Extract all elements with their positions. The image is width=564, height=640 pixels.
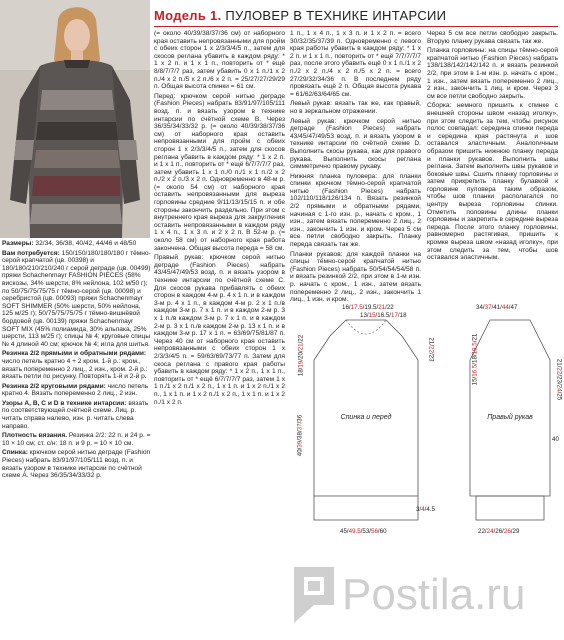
front-right-dimension: 21/22/23 xyxy=(427,337,435,362)
sizes-label: Размеры: xyxy=(2,240,34,247)
gauge-text: Резинка 2/2: 22 п. и 24 р. = 10 × 10 см; ст. с/н: 18 п. и 9 р. = 10 × 10 см. xyxy=(2,432,151,447)
sleeve-top-b-dimension: 15/16.5/18/19.5/21 xyxy=(471,333,479,386)
gauge-label: Плотность вязания. xyxy=(2,432,68,440)
sizes-paragraph xyxy=(2,240,152,248)
pattern-diagrams xyxy=(290,296,562,540)
dim-value: 16.5 xyxy=(377,312,390,319)
intarsia-label: Узоры A, B, C и D в технике интарсии: xyxy=(2,399,127,407)
dim-value: 26 xyxy=(503,528,511,535)
col2-paragraph: Левый рукав: вязать так же, как правый, но в зеркальном отражении. xyxy=(290,100,421,115)
rib-text: число петель кратно 4 + 2 кром. 1-й р.: кром., вязать попеременно 2 лиц., 2 изн., кром. 2-й р.: вязать петли по рисунку. Повторять 1-й и 2-й р. xyxy=(2,357,148,381)
col3-paragraph: Через 5 см все петли свободно закрыть. Вторую планку рукава связать так же. xyxy=(427,30,558,45)
front-outline xyxy=(314,320,418,496)
rib-round-label: Резинка 2/2 круговыми рядами: xyxy=(2,382,106,390)
materials-label: Вам потребуется: xyxy=(2,249,60,257)
dim-value: 60 xyxy=(379,528,387,535)
postila-logo-icon xyxy=(290,565,562,627)
dim-value: 40 xyxy=(296,449,304,457)
dim-value: 18 xyxy=(471,356,479,363)
dim-value: 38 xyxy=(296,432,304,439)
col1-paragraph: Правый рукав: крючком серой нитью деграде (Fashion Pieces) набрать 43/45/47/49/53 возд. п. и вязать узором в технике интарсии по счётной схеме С. Для скосов рукава прибавлять с обеих сторон в каждом 4-м р. 4 x 1 п. и в каждом 3-м р. 4 x 1 п., в каждом 4-м р. 2 x 1 п./в каждом 3-м р. 7 x 1 п. и в каждом 2-м р. 3 x 1 п./в каждом 3-м р. 7 x 1 п. и в каждом 2-м р. 3 x 1 п./в каждом 2-м р. 13 x 1 п. и в каждом 3-м р. 17 x 1 п. = 63/69/75/81/87 п. Через 40 см от наборного края оставить непровязанными с обеих сторон 1 x 2/3/3/4/5 п. = 59/63/69/73/77 п. Затем для скоса реглана с правого края работы убавить в каждом ряду: * 1 x 2 п., 1 x 1 п., повторить от * ещё 6/7/7/7/7 раз, затем 1 x 1 п./1 x 2 п./1 x 2 п., 1 x 1 п. и 1 x 2 п./1 x 2 п., 1 x 1 п. и 1 x 2 п./1 x 2 п., 1 x 1 п. и 1 x 2 п./1 x 2 п. xyxy=(154,254,285,406)
dim-value: 16 xyxy=(342,304,349,311)
dim-value: 44 xyxy=(501,304,509,311)
dim-value: 22 xyxy=(297,334,305,342)
materials-paragraph xyxy=(2,250,152,349)
front-label: Спинка и перед xyxy=(340,414,392,421)
col2-paragraph: Планки рукавов: для каждой планки на спицы тёмно-серой крапчатой нитью (Fashion Pieces) набрать 50/54/54/54/58 п. и вязать резинкой 2/2, при этом в 1-м изн. р. начать с кром., 1 изн., затем вязать попеременно 2 лиц., 2 изн., закончить 1 лиц., 1 изн. и кром. xyxy=(290,250,421,304)
dim-value: 26 xyxy=(495,528,503,535)
sleeve-bottom-dimension: 22/24/26/26/29 xyxy=(478,528,520,535)
model-title: ПУЛОВЕР В ТЕХНИКЕ ИНТАРСИИ xyxy=(225,8,447,23)
left-column-text xyxy=(2,240,152,482)
dim-value: 21 xyxy=(378,304,386,311)
dim-value: 21 xyxy=(427,337,435,345)
sleeve-outline xyxy=(470,320,550,496)
back-paragraph xyxy=(2,449,152,479)
dim-value: 13 xyxy=(360,312,367,319)
rib-paragraph xyxy=(2,350,152,380)
front-top-side-dimension: 13/15/16.5/17/18 xyxy=(360,312,407,319)
dim-value: 53 xyxy=(362,528,370,535)
text-column-3 xyxy=(427,30,558,292)
dim-value: 29 xyxy=(512,528,520,535)
postila-watermark xyxy=(290,565,562,627)
col3-paragraph: Планка горловины: на спицы тёмно-серой крапчатой нитью (Fashion Pieces) набрать 138/138/142/142/142 п. и вязать резинкой 2/2, при этом в 1-м изн. р. начать с кром., 1 изн., затем вязать попеременно 2 лиц., 2 изн., закончить 1 лиц. и кром. Через 3 см все петли свободно закрыть. xyxy=(427,47,558,100)
sleeve-height-dimension: 40 xyxy=(552,436,559,443)
dim-value: 19.5 xyxy=(471,342,479,355)
front-left-height-dimension: 40/39/38/37/36 xyxy=(296,414,304,457)
dim-value: 17 xyxy=(391,312,398,319)
dim-value: 22 xyxy=(386,304,394,311)
dim-value: 24 xyxy=(486,528,494,535)
front-bottom-dimension: 45/49.5/53/56/60 xyxy=(340,528,387,535)
model-number: Модель 1. xyxy=(154,8,222,23)
col3-paragraph: Сборка: немного пришить к спинке с внешней стороны швом «назад иголку», при этом следить за тем, чтобы рисунок полос совпадал: середина спинки переда и середина края растянута и шов оставался эластичным. Аналогичным образом пришить нижнюю планку переда и планки рукавов. Выполнить швы реглана. Затем выполнить швы рукавов и боковые швы. Сшить планку горловины и затем прикрепить планку булавкой к горловине пуловера таким образом, чтобы шов планки располагался по центру выреза горловины спинки. Отметить половины длины планки горловины и закрепить в середине выреза переда. После этого планку горловины, равномерно растягивая, пришить к кромке выреза швом «назад иголку», при этом следить за тем, чтобы шов оставался эластичным. xyxy=(427,102,558,262)
sweater-photo-illustration xyxy=(0,0,150,238)
rib-round-paragraph xyxy=(2,383,152,398)
dim-value: 17.5 xyxy=(350,304,363,311)
neckline-curve xyxy=(346,320,386,334)
text-column-1 xyxy=(154,30,285,408)
dim-value: 49.5 xyxy=(348,528,361,535)
dim-value: 23 xyxy=(555,376,563,383)
watermark-text: Postila.ru xyxy=(342,570,526,619)
text-column-2 xyxy=(290,30,421,304)
page-title xyxy=(154,8,446,23)
dim-value: 56 xyxy=(371,528,378,535)
rib-round-text: число петель кратно 4. Вязать попеременно 2 лиц., 2 изн. xyxy=(2,382,149,398)
dim-value: 37 xyxy=(484,304,492,311)
dim-value: 34 xyxy=(476,304,483,311)
back-text: крючком серой нитью деграде (Fashion Pieces) набрать 83/91/97/105/111 возд. п. и вязать узором в технике интарсии по счётной схеме А. Через 36/35/34/33/32 р. xyxy=(2,449,151,480)
col2-paragraph: Левый рукав: крючком серой нитью деграде (Fashion Pieces) набрать 43/45/47/49/53 возд. п. и вязать узором в технике интарсии по счётной схеме D. Выполнить скосы рукава, как для правого рукава. Выполнить скосы реглана симметрично правому рукаву. xyxy=(290,117,421,171)
dim-value: 21 xyxy=(297,343,305,351)
col2-paragraph: Нижняя планка пуловера: для планки спинки крючком тёмно-серой крапчатой нитью (Fashion Pieces) набрать 102/110/118/126/134 п. Вязать резинкой 2/2 прямыми и обратными рядами, начиная с 1-го изн. р., начать с кром., 1 изн., затем вязать попеременно 2 лиц., 2 изн., закончить 1 изн. и кром. Через 5 см все петли свободно закрыть. Планку переда связать так же. xyxy=(290,172,421,249)
dim-value: 41 xyxy=(493,304,501,311)
dim-value: 3 xyxy=(416,506,420,513)
dim-value: 21 xyxy=(471,333,479,341)
dim-value: 39 xyxy=(296,440,304,448)
dim-value: 45 xyxy=(340,528,347,535)
dim-value: 37 xyxy=(296,423,304,431)
sleeve-rib-outline xyxy=(476,496,544,520)
sleeve-label: Правый рукав xyxy=(487,414,533,421)
rib-label: Резинка 2/2 прямыми и обратными рядами: xyxy=(2,350,147,358)
dim-value: 18 xyxy=(399,312,407,319)
dim-value: 20 xyxy=(297,352,305,359)
front-top-dimension: 16/17.5/19.5/21/22 xyxy=(342,304,394,311)
col1-paragraph: (= около 40/39/38/37/36 см) от наборного края оставить непровязанными для пройм с обеих сторон 1 x 2/3/3/4/5 п., затем для скосов реглана убавить в каждом ряду: * 1 x 2 п. и 1 x 1 п., повторить от * ещё 8/8/7/7/7 раз, затем убавить 0 x 1 п./1 x 2 п./4 x 2 п./5 x 2 п./6 x 2 п. = 25/27/27/29/29 п. Общая высота спинки = 61 см. xyxy=(154,30,285,91)
dim-value: 47 xyxy=(510,304,518,311)
sleeve-top-dimension: 34/37/41/44/47 xyxy=(476,304,518,311)
dim-value: 15 xyxy=(471,378,479,386)
dim-value: 18 xyxy=(297,369,305,377)
materials-text: 150/150/180/180/180 г тёмно-серой крапчатой (цв. 00398) и 180/180/210/210/240 г серой деграде (цв. 00499) пряжи Schachenmayr FASHION PIECES (58% вискозы, 34% шерсти, 8% нейлона, 102 м/50 г); по 50/75/75/75/75 г тёмно-серой (цв. 00098) и серебристой (цв. 00093) пряжи Schachenmayr SOFT SHIMMER (50% шерсти, 50% нейлона, 125 м/25 г); 50/75/75/75/75 г тёмно-вишнёвой бордовой (цв. 00139) пряжи Schachenmayr SOFT MIX (45% полиамида, 30% альпака, 25% шерсти, 113 м/25 г); спицы № 4; круговые спицы № 4 длиной 40 см; крючок № 4; игла для шитья. xyxy=(2,249,151,348)
gauge-paragraph xyxy=(2,432,152,447)
dim-value: 25 xyxy=(555,393,563,401)
dim-value: 24 xyxy=(555,384,563,392)
dim-value: 36 xyxy=(296,414,304,422)
intarsia-paragraph xyxy=(2,400,152,430)
dim-value: 22 xyxy=(478,528,485,535)
col1-paragraph: Перед: крючком серой нитью деграде (Fashion Pieces) набрать 83/91/97/105/111 возд. п. и вязать узором в технике интарсии по счётной схеме В. Через 36/35/34/33/32 р. (= около 40/39/38/37/36 см) от наборного края оставить непровязанными для пройм с обеих сторон 1 x 2/3/3/4/5 п., затем для скосов реглана убавить в каждом ряду: * 1 x 2 п. и 1 x 1 п., повторить от * ещё 6/7/7/7/7 раз, затем убавить 1 x 1 п./0 п./1 x 1 п./2 x 2 п./2 x 2 п./3 x 2 п. Одновременно в 48-м р. (= около 54 см) от наборного края оставить непровязанными для выреза горловины средние 9/11/13/15/15 п. и обе стороны закончить раздельно. При этом с внутреннего края выреза для закругления оставить непровязанными в каждом ряду 1 x 4 п., 1 x 3 п. и 2 x 2 п. В 52-м р. (= около 58 см) от наборного края работа закончена. Общая высота переда = 58 см. xyxy=(154,92,285,252)
dim-value: 21 xyxy=(555,358,563,366)
front-left-top-dimension: 18/19/20/21/22 xyxy=(297,334,305,377)
col2-paragraph: 1 п., 1 x 4 п., 1 x 3 п. и 1 x 2 п. = всего 30/32/35/37/39 п. Одновременно с левого края работы убавить в каждом ряду: * 1 x 2 п. и 1 x 1 п., повторить от * ещё 7/7/7/7/7 раз, после этого убавить ещё 0 x 1 п./1 x 2 п./2 x 2 п./4 x 2 п./5 x 2 п. = всего 27/29/32/34/36 п. В последнем ряду провязать ещё 2 п. Общая высота рукава = 61/62/63/64/65 см. xyxy=(290,30,421,98)
dim-value: 16.5 xyxy=(471,364,479,377)
sizes-text: 32/34, 36/38, 40/42, 44/46 и 48/50 xyxy=(35,240,137,247)
title-divider xyxy=(154,26,558,27)
dim-value: 4.5 xyxy=(426,506,435,513)
model-photo xyxy=(0,0,150,238)
dim-value: 22 xyxy=(555,367,563,375)
dim-value: 4 xyxy=(421,506,425,513)
intarsia-text: вязать по соответствующей счётной схеме. Лиц. р. читать справа налево, изн. р. читать слева направо. xyxy=(2,399,149,430)
dim-value: 19.5 xyxy=(364,304,377,311)
dim-value: 23 xyxy=(427,354,435,362)
back-label: Спинка: xyxy=(2,449,28,457)
front-rib-outline xyxy=(314,496,418,520)
front-right-small-dimension: 3/4/4.5 xyxy=(416,506,435,513)
dim-value: 19 xyxy=(297,360,305,368)
dim-value: 22 xyxy=(427,346,435,353)
dim-value: 15 xyxy=(368,312,376,319)
sleeve-side-dimension: 21/22/23/24/25 xyxy=(555,358,563,401)
